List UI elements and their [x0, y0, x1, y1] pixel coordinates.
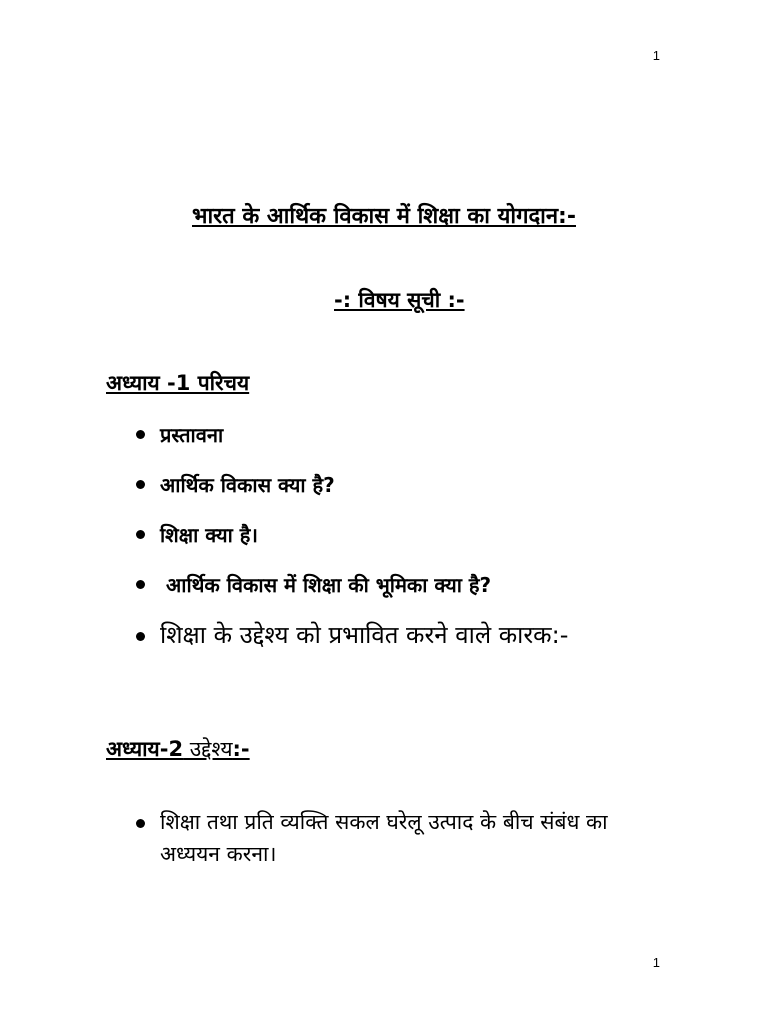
- list-item-text: शिक्षा तथा प्रति व्यक्ति सकल घरेलू उत्पाद के बीच संबंध का अध्ययन करना।: [160, 810, 608, 866]
- chapter-1-list: [132, 418, 640, 652]
- list-item-text: शिक्षा क्या है।: [160, 523, 258, 547]
- chapter-2-heading-suffix: :-: [232, 737, 250, 761]
- page-number-top: 1: [652, 48, 660, 63]
- chapter-2-list: [132, 806, 640, 870]
- page-number-bottom: 1: [652, 955, 660, 970]
- chapter-1-heading: अध्याय -1 परिचय: [106, 371, 250, 395]
- chapter-2-heading: [106, 735, 250, 763]
- bullet-icon: [136, 530, 145, 539]
- chapter-2-heading-number: अध्याय-2: [106, 737, 184, 761]
- bullet-icon: [136, 430, 145, 439]
- bullet-icon: [136, 480, 145, 489]
- list-item-text: आर्थिक विकास में शिक्षा की भूमिका क्या है?: [166, 573, 492, 597]
- chapter-2-heading-text: उद्देश्य: [183, 737, 233, 761]
- document-title: भारत के आर्थिक विकास में शिक्षा का योगदान:-: [192, 204, 576, 229]
- list-item: [132, 618, 640, 652]
- toc-heading: -: विषय सूची :-: [334, 288, 465, 312]
- list-item-text: आर्थिक विकास क्या है?: [160, 473, 335, 497]
- list-item: [132, 806, 640, 870]
- list-item: [132, 418, 640, 468]
- list-item: [132, 518, 640, 568]
- list-item: [132, 568, 640, 618]
- bullet-icon: [136, 819, 145, 828]
- bullet-icon: [136, 632, 145, 641]
- bullet-icon: [136, 580, 145, 589]
- list-item: [132, 468, 640, 518]
- list-item-text: प्रस्तावना: [160, 423, 224, 447]
- list-item-text: शिक्षा के उद्देश्य को प्रभावित करने वाले कारक:-: [160, 621, 569, 649]
